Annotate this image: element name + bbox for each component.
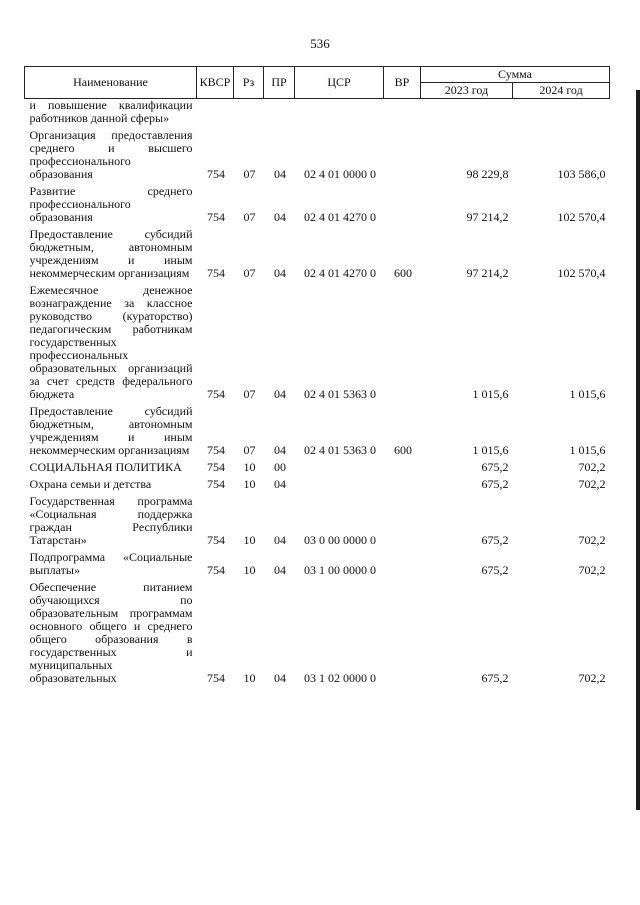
row-pr: 04: [274, 387, 286, 401]
budget-table: [24, 66, 610, 685]
row-amount-2024: 702,2: [578, 533, 606, 547]
row-csr: 02 4 01 5363 0: [304, 443, 376, 457]
row-csr: 03 1 00 0000 0: [304, 563, 376, 577]
row-name: Развитие среднего профессионального образования: [29, 184, 193, 224]
row-amount-2024: 702,2: [578, 477, 606, 491]
table-row: [25, 280, 610, 401]
header-name: Наименование: [25, 67, 197, 99]
header-csr: ЦСР: [295, 67, 384, 99]
row-vr: 600: [394, 266, 412, 280]
header-pr: ПР: [264, 67, 295, 99]
row-kvsr: 754: [207, 460, 225, 474]
header-vr: ВР: [384, 67, 421, 99]
row-vr: [384, 99, 421, 126]
row-vr: [384, 181, 421, 224]
row-csr: 02 4 01 4270 0: [304, 210, 376, 224]
row-pr: 04: [274, 533, 286, 547]
row-amount-2023: 98 229,8: [466, 167, 509, 181]
row-name: Государственная программа «Социальная поддержка граждан Республики Татарстан»: [29, 494, 193, 547]
row-amount-2024: 102 570,4: [557, 266, 606, 280]
table-row: [25, 99, 610, 126]
row-rz: 10: [243, 671, 256, 685]
table-header: [25, 67, 610, 99]
row-kvsr: 754: [207, 671, 225, 685]
row-amount-2024: 702,2: [578, 563, 606, 577]
row-csr: 03 0 00 0000 0: [304, 533, 376, 547]
scan-edge-shadow: [636, 90, 640, 810]
row-kvsr: 754: [207, 167, 225, 181]
row-pr: 00: [274, 460, 286, 474]
row-name: Организация предоставления среднего и высшего профессионального образования: [29, 128, 193, 181]
row-csr: 03 1 02 0000 0: [304, 671, 376, 685]
row-csr: 02 4 01 5363 0: [304, 387, 376, 401]
row-rz: 10: [243, 533, 256, 547]
row-rz: 07: [243, 210, 256, 224]
row-pr: 04: [274, 477, 286, 491]
row-name: СОЦИАЛЬНАЯ ПОЛИТИКА: [29, 460, 182, 474]
header-kvsr: КВСР: [197, 67, 234, 99]
row-rz: 10: [243, 563, 256, 577]
row-pr: 04: [274, 671, 286, 685]
row-name: Ежемесячное денежное вознаграждение за классное руководство (кураторство) педагогическим работникам государственных профессиональных образовательных организаций за счет средств федерального бюджета: [29, 283, 193, 401]
row-csr: [295, 457, 384, 474]
row-pr: 04: [274, 563, 286, 577]
row-amount-2023: 675,2: [481, 477, 509, 491]
row-rz: [234, 99, 264, 126]
table-row: [25, 491, 610, 547]
header-year-2024: 2024 год: [513, 83, 610, 99]
row-kvsr: 754: [207, 563, 225, 577]
row-rz: 07: [243, 167, 256, 181]
row-kvsr: [197, 99, 234, 126]
row-pr: 04: [274, 167, 286, 181]
table-row: [25, 125, 610, 181]
row-rz: 07: [243, 387, 256, 401]
table-row: [25, 457, 610, 474]
table-row: [25, 181, 610, 224]
row-amount-2023: 675,2: [481, 671, 509, 685]
row-rz: 07: [243, 266, 256, 280]
row-pr: 04: [274, 210, 286, 224]
row-name: Подпрограмма «Социальные выплаты»: [29, 550, 193, 577]
row-name: Предоставление субсидий бюджетным, автономным учреждениям и иным некоммерческим организациям: [29, 227, 193, 280]
row-amount-2024: 103 586,0: [557, 167, 606, 181]
row-pr: 04: [274, 266, 286, 280]
row-rz: 07: [243, 443, 256, 457]
row-amount-2023: [421, 99, 513, 126]
row-csr: 02 4 01 4270 0: [304, 266, 376, 280]
header-sum: Сумма: [421, 67, 610, 83]
row-kvsr: 754: [207, 210, 225, 224]
row-amount-2023: 675,2: [481, 563, 509, 577]
row-amount-2023: 97 214,2: [466, 210, 509, 224]
row-vr: [384, 125, 421, 181]
table-row: [25, 401, 610, 457]
row-vr: [384, 491, 421, 547]
table-row: [25, 474, 610, 491]
row-csr: [295, 99, 384, 126]
row-pr: 04: [274, 443, 286, 457]
row-vr: [384, 457, 421, 474]
row-csr: [295, 474, 384, 491]
row-vr: [384, 547, 421, 577]
table-row: [25, 224, 610, 280]
row-csr: 02 4 01 0000 0: [304, 167, 376, 181]
row-kvsr: 754: [207, 533, 225, 547]
header-rz: Рз: [234, 67, 264, 99]
row-amount-2023: 1 015,6: [472, 443, 509, 457]
row-amount-2023: 675,2: [481, 460, 509, 474]
row-pr: [264, 99, 295, 126]
row-name: Предоставление субсидий бюджетным, автономным учреждениям и иным некоммерческим организациям: [29, 404, 193, 457]
row-vr: 600: [394, 443, 412, 457]
row-vr: [384, 280, 421, 401]
table-body: [25, 99, 610, 686]
table-row: [25, 577, 610, 685]
row-amount-2024: 102 570,4: [557, 210, 606, 224]
row-kvsr: 754: [207, 387, 225, 401]
row-kvsr: 754: [207, 266, 225, 280]
table-row: [25, 547, 610, 577]
page-number: 536: [310, 36, 330, 51]
row-vr: [384, 474, 421, 491]
row-amount-2024: [513, 99, 610, 126]
row-kvsr: 754: [207, 443, 225, 457]
header-year-2023: 2023 год: [421, 83, 513, 99]
row-amount-2024: 1 015,6: [569, 443, 606, 457]
row-name: и повышение квалификации работников данной сферы»: [29, 98, 193, 125]
row-name: Охрана семьи и детства: [29, 477, 152, 491]
row-rz: 10: [243, 460, 256, 474]
row-amount-2023: 675,2: [481, 533, 509, 547]
row-amount-2024: 702,2: [578, 671, 606, 685]
row-rz: 10: [243, 477, 256, 491]
row-amount-2024: 702,2: [578, 460, 606, 474]
row-amount-2023: 1 015,6: [472, 387, 509, 401]
row-amount-2024: 1 015,6: [569, 387, 606, 401]
row-vr: [384, 577, 421, 685]
row-name: Обеспечение питанием обучающихся по образовательным программам основного общего и среднего общего образования в государственных и муниципальных образовательных: [29, 580, 193, 685]
row-kvsr: 754: [207, 477, 225, 491]
row-amount-2023: 97 214,2: [466, 266, 509, 280]
